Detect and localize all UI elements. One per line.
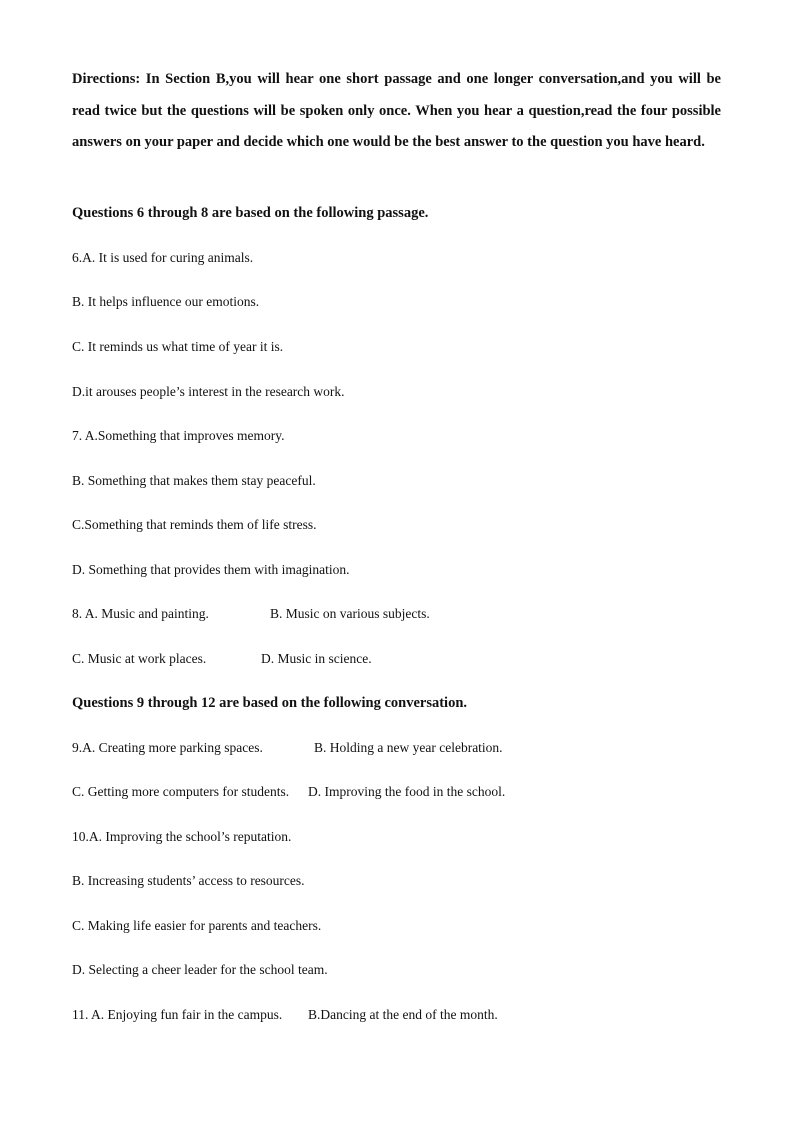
question-8-option-c: C. Music at work places. <box>72 651 207 666</box>
question-9-option-b: B. Holding a new year celebration. <box>314 740 503 755</box>
question-10-option-c: C. Making life easier for parents and teachers. <box>72 918 322 933</box>
directions-paragraph: Directions: In Section B,you will hear one short passage and one longer conversation,and you will be read twice but the questions will be spoken only once. When you hear a question,read the four possible answers on your paper and decide which one would be the best answer to the question you have heard. <box>72 71 721 150</box>
question-11-option-a: 11. A. Enjoying fun fair in the campus. <box>72 1007 283 1022</box>
question-9-option-c: C. Getting more computers for students. <box>72 784 290 799</box>
question-6-option-d: D.it arouses people’s interest in the research work. <box>72 384 345 399</box>
question-7-option-c: C.Something that reminds them of life stress. <box>72 517 317 532</box>
question-7-option-a: 7. A.Something that improves memory. <box>72 428 285 443</box>
question-6-option-a: 6.A. It is used for curing animals. <box>72 250 254 265</box>
question-10-option-d: D. Selecting a cheer leader for the school team. <box>72 962 328 977</box>
question-9-option-a: 9.A. Creating more parking spaces. <box>72 740 263 755</box>
section-heading-passage: Questions 6 through 8 are based on the following passage. <box>72 205 429 221</box>
section-heading-conversation: Questions 9 through 12 are based on the following conversation. <box>72 695 468 711</box>
question-8-option-a: 8. A. Music and painting. <box>72 606 209 621</box>
question-7-option-b: B. Something that makes them stay peaceful. <box>72 473 316 488</box>
question-7-option-d: D. Something that provides them with imagination. <box>72 562 350 577</box>
question-10-option-a: 10.A. Improving the school’s reputation. <box>72 829 292 844</box>
question-8-option-b: B. Music on various subjects. <box>270 606 430 621</box>
question-11-option-b: B.Dancing at the end of the month. <box>308 1007 498 1022</box>
question-10-option-b: B. Increasing students’ access to resources. <box>72 873 305 888</box>
question-6-option-c: C. It reminds us what time of year it is. <box>72 339 284 354</box>
question-6-option-b: B. It helps influence our emotions. <box>72 294 260 309</box>
question-8-option-d: D. Music in science. <box>261 651 372 666</box>
question-9-option-d: D. Improving the food in the school. <box>308 784 506 799</box>
